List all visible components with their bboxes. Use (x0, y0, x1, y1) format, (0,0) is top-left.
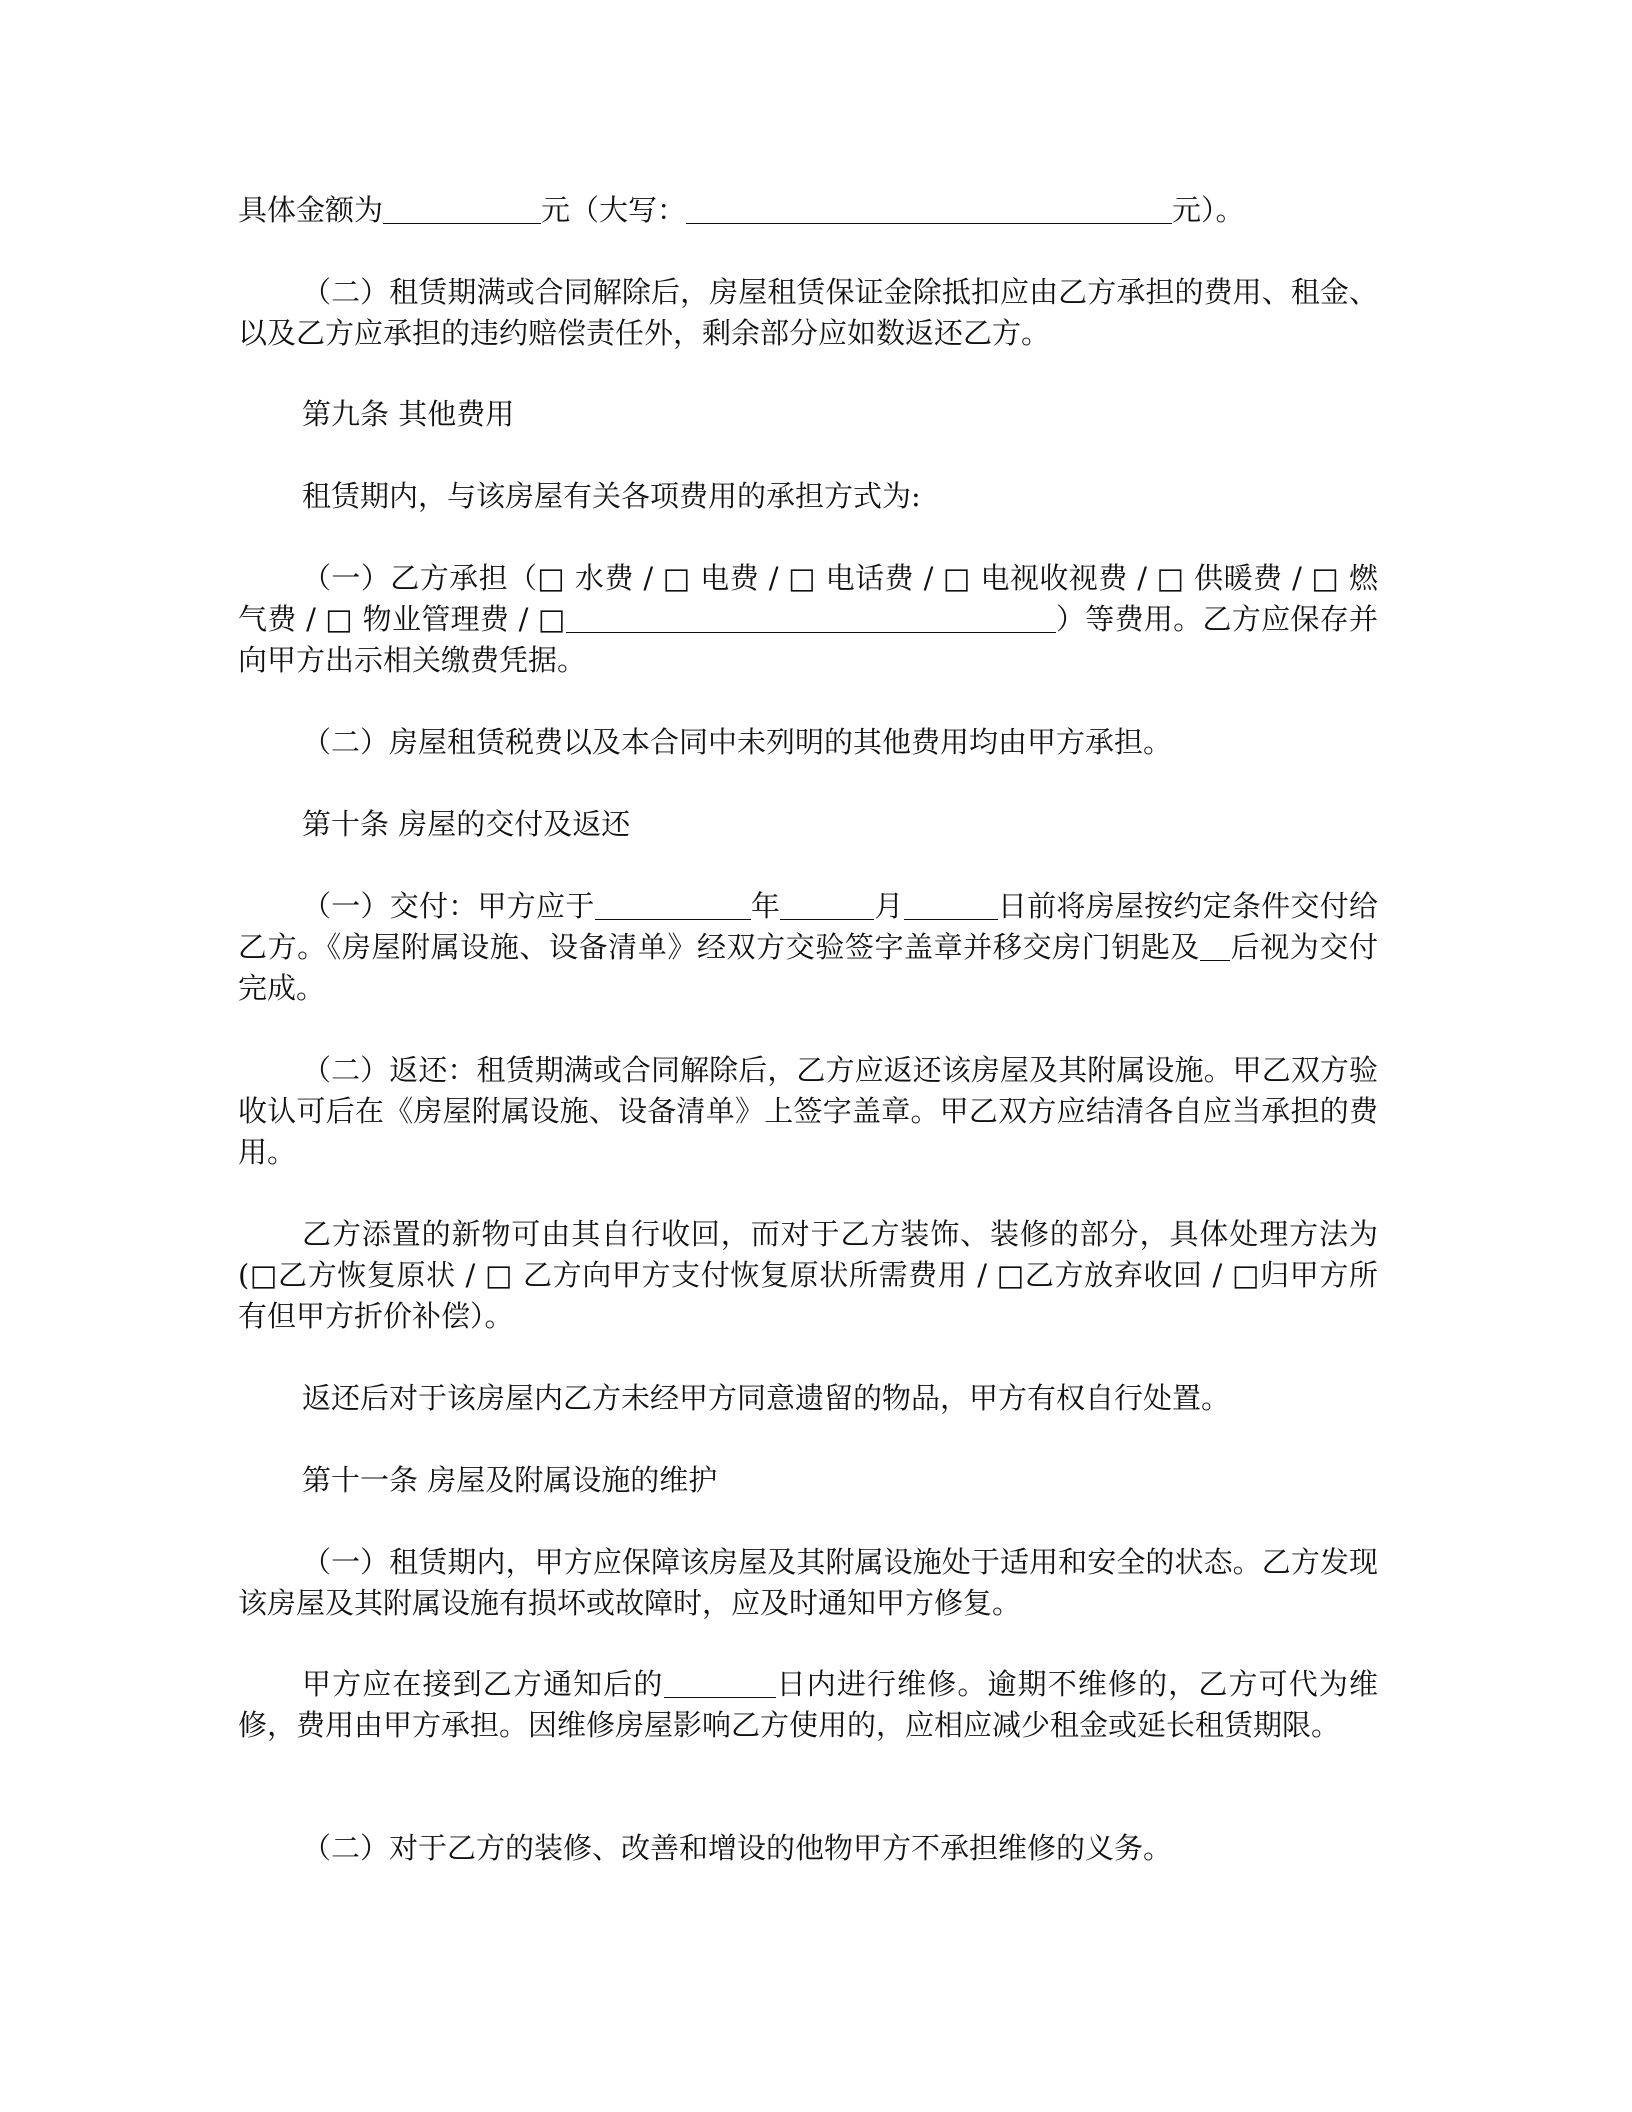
amount-words-blank (686, 197, 1172, 224)
repair-deadline-label: 甲方应在接到乙方通知后的 (302, 1667, 664, 1701)
tenant-improvements-paragraph: （二）对于乙方的装修、改善和增设的他物甲方不承担维修的义务。 (302, 1831, 1173, 1865)
tenant-fees-paragraph (238, 558, 1378, 681)
year-label: 年 (750, 889, 781, 923)
repair-deadline-paragraph (238, 1664, 1378, 1746)
article-10-heading: 第十条 房屋的交付及返还 (302, 807, 631, 841)
repair-deadline-terms: 日内进行维修。逾期不维修的，乙方可代为维修，费用由甲方承担。因维修房屋影响乙方使用的，应相应减少租金或延长租赁期限。 (238, 1667, 1378, 1742)
delivery-month-blank (780, 893, 874, 920)
article-9-heading: 第九条 其他费用 (302, 397, 515, 431)
delivery-complete-text: 后视为交付完成。 (238, 930, 1378, 1005)
article-11-heading: 第十一条 房屋及附属设施的维护 (302, 1463, 718, 1497)
delivery-paragraph (238, 886, 1378, 1009)
landlord-taxes-paragraph: （二）房屋租赁税费以及本合同中未列明的其他费用均由甲方承担。 (302, 725, 1173, 759)
amount-blank (383, 197, 541, 224)
fees-intro-paragraph: 租赁期内，与该房屋有关各项费用的承担方式为: (302, 479, 921, 513)
leftover-items-paragraph: 返还后对于该房屋内乙方未经甲方同意遗留的物品，甲方有权自行处置。 (302, 1381, 1231, 1415)
repair-days-blank (664, 1671, 776, 1698)
tenant-fees-options: （一）乙方承担（□ 水费 / □ 电费 / □ 电话费 / □ 电视收视费 / □ 供暖费 / □ 燃气费 / □ 物业管理费 / □ (238, 561, 1378, 636)
tenant-fees-suffix: ）等费用。乙方应保存并向甲方出示相关缴费凭据。 (238, 602, 1378, 677)
delivery-terms: 日前将房屋按约定条件交付给乙方。《房屋附属设施、设备清单》经双方交验签字盖章并移交房门钥匙及 (238, 889, 1378, 964)
other-fees-blank (566, 606, 1056, 633)
amount-suffix: 元）。 (1172, 193, 1245, 227)
delivery-label: （一）交付：甲方应于 (302, 889, 595, 923)
return-paragraph: （二）返还：租赁期满或合同解除后，乙方应返还该房屋及其附属设施。甲乙双方验收认可后在《房屋附属设施、设备清单》上签字盖章。甲乙双方应结清各自应当承担的费用。 (238, 1053, 1378, 1169)
maintenance-paragraph-1: （一）租赁期内，甲方应保障该房屋及其附属设施处于适用和安全的状态。乙方发现该房屋及其附属设施有损坏或故障时，应及时通知甲方修复。 (238, 1545, 1378, 1620)
deposit-return-paragraph: （二）租赁期满或合同解除后，房屋租赁保证金除抵扣应由乙方承担的费用、租金、以及乙方应承担的违约赔偿责任外，剩余部分应如数返还乙方。 (238, 275, 1378, 350)
delivery-year-blank (595, 893, 751, 920)
month-label: 月 (874, 889, 904, 923)
delivery-day-blank (904, 893, 998, 920)
delivery-items-blank (1200, 934, 1230, 961)
amount-label: 具体金额为 (238, 193, 384, 227)
deposit-amount-line (238, 190, 1378, 231)
renovation-handling-paragraph: 乙方添置的新物可由其自行收回，而对于乙方装饰、装修的部分，具体处理方法为(□乙方恢复原状 / □ 乙方向甲方支付恢复原状所需费用 / □乙方放弃收回 / □归甲方所有但甲方折价补偿）。 (238, 1217, 1378, 1333)
amount-words-label: 元（大写： (541, 193, 687, 227)
